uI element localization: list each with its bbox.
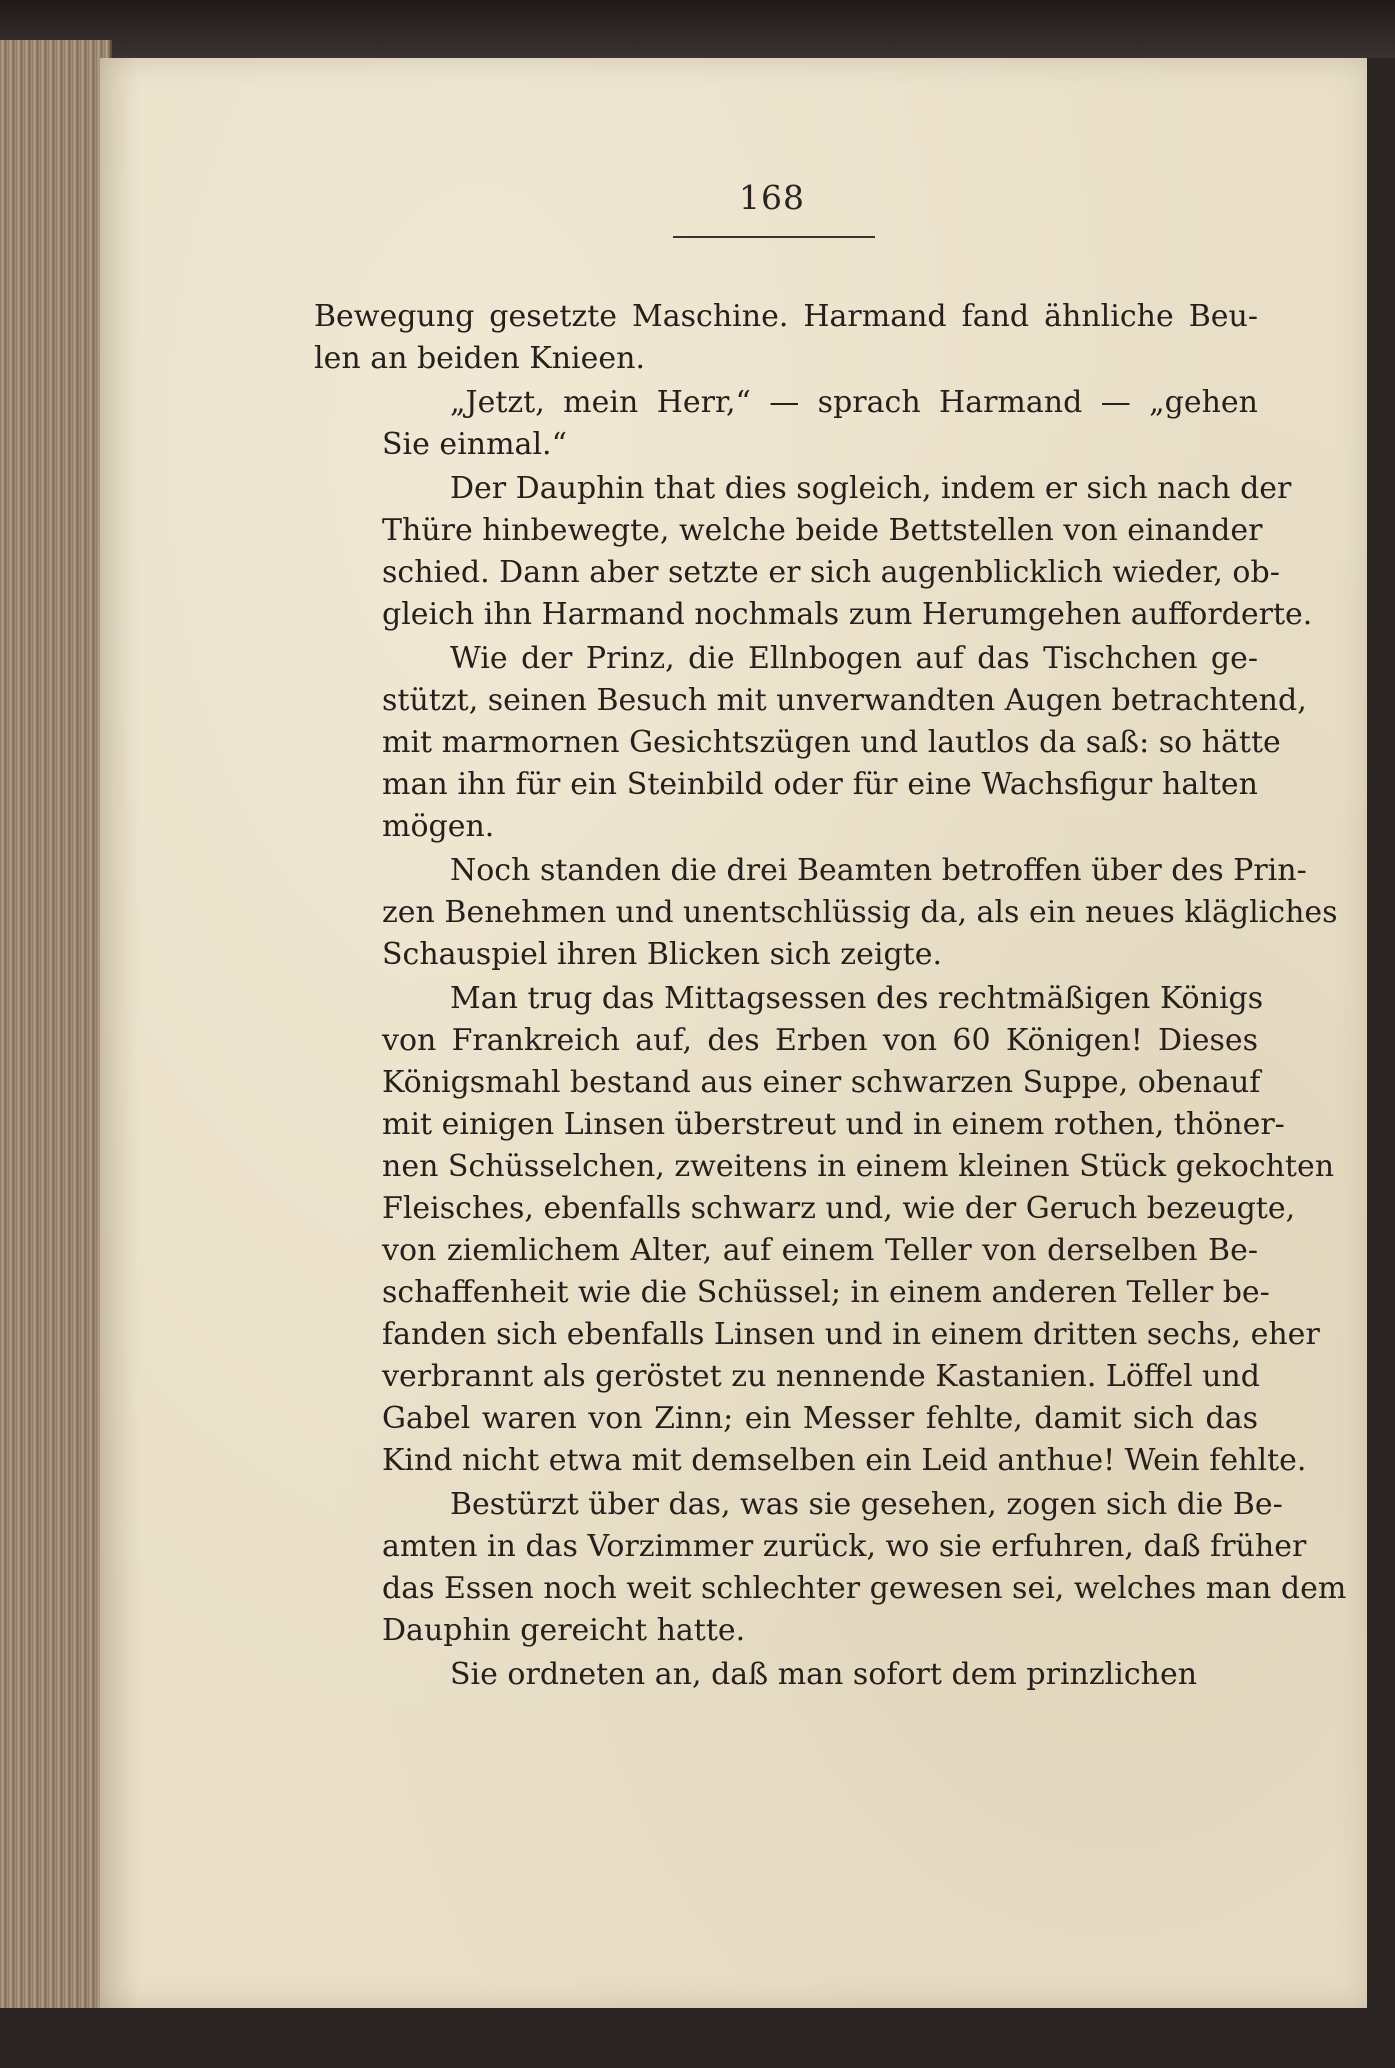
text-line: schied. Dann aber setzte er sich augenblicklich wieder, ob- bbox=[382, 555, 1280, 590]
body-text bbox=[314, 296, 1347, 1698]
text-line: len an beiden Knieen. bbox=[314, 341, 646, 376]
text-line: fanden sich ebenfalls Linsen und in einem dritten sechs, eher bbox=[382, 1317, 1320, 1352]
text-line: schaffenheit wie die Schüssel; in einem anderen Teller be- bbox=[382, 1275, 1270, 1310]
text-line: Dauphin gereicht hatte. bbox=[382, 1613, 746, 1648]
text-line: mit einigen Linsen überstreut und in einem rothen, thöner- bbox=[382, 1107, 1285, 1142]
text-line: Kind nicht etwa mit demselben ein Leid anthue! Wein fehlte. bbox=[382, 1443, 1307, 1478]
page-number-rule bbox=[673, 236, 875, 238]
page-stack-edge bbox=[0, 40, 112, 2030]
paragraph bbox=[314, 1654, 1258, 1696]
text-line: Sie einmal.“ bbox=[382, 427, 567, 462]
text-line: nen Schüsselchen, zweitens in einem kleinen Stück gekochten bbox=[382, 1149, 1335, 1184]
text-line: gleich ihn Harmand nochmals zum Herumgehen aufforderte. bbox=[382, 597, 1313, 632]
paragraph bbox=[314, 296, 1258, 380]
text-line: von Frankreich auf, des Erben von 60 Königen! Dieses bbox=[382, 1023, 1258, 1058]
paragraph bbox=[314, 638, 1307, 848]
text-line: Bewegung gesetzte Maschine. Harmand fand ähnliche Beu- bbox=[314, 299, 1258, 334]
paragraph bbox=[314, 468, 1313, 636]
text-line: mit marmornen Gesichtszügen und lautlos da saß: so hätte bbox=[382, 725, 1281, 760]
bottom-binding-shadow bbox=[0, 2008, 1395, 2068]
text-line: mögen. bbox=[382, 809, 495, 844]
paragraph bbox=[314, 1484, 1347, 1652]
text-line: „Jetzt, mein Herr,“ — sprach Harmand — „gehen bbox=[450, 385, 1258, 420]
text-line: Der Dauphin that dies sogleich, indem er sich nach der bbox=[450, 471, 1292, 506]
text-line: man ihn für ein Steinbild oder für eine Wachsfigur halten bbox=[382, 767, 1258, 802]
text-line: Sie ordneten an, daß man sofort dem prinzlichen bbox=[450, 1657, 1198, 1692]
text-line: Bestürzt über das, was sie gesehen, zogen sich die Be- bbox=[450, 1487, 1283, 1522]
text-line: Königsmahl bestand aus einer schwarzen Suppe, obenauf bbox=[382, 1065, 1261, 1100]
paragraph bbox=[314, 382, 1258, 466]
text-line: Wie der Prinz, die Ellnbogen auf das Tischchen ge- bbox=[450, 641, 1258, 676]
text-line: Gabel waren von Zinn; ein Messer fehlte, damit sich das bbox=[382, 1401, 1258, 1436]
text-line: Man trug das Mittagsessen des rechtmäßigen Königs bbox=[450, 981, 1264, 1016]
text-line: Noch standen die drei Beamten betroffen über des Prin- bbox=[450, 853, 1307, 888]
text-line: Schauspiel ihren Blicken sich zeigte. bbox=[382, 937, 943, 972]
top-binding-shadow bbox=[0, 0, 1395, 60]
right-binding-strip bbox=[1367, 58, 1395, 2008]
text-line: Thüre hinbewegte, welche beide Bettstellen von einander bbox=[382, 513, 1263, 548]
text-line: Fleisches, ebenfalls schwarz und, wie der Geruch bezeugte, bbox=[382, 1191, 1296, 1226]
text-line: das Essen noch weit schlechter gewesen sei, welches man dem bbox=[382, 1571, 1347, 1606]
text-line: stützt, seinen Besuch mit unverwandten Augen betrachtend, bbox=[382, 683, 1307, 718]
text-line: zen Benehmen und unentschlüssig da, als ein neues klägliches bbox=[382, 895, 1338, 930]
text-line: verbrannt als geröstet zu nennende Kastanien. Löffel und bbox=[382, 1359, 1260, 1394]
page-number: 168 bbox=[739, 178, 805, 217]
paragraph bbox=[314, 850, 1338, 976]
text-line: von ziemlichem Alter, auf einem Teller von derselben Be- bbox=[382, 1233, 1258, 1268]
text-line: amten in das Vorzimmer zurück, wo sie erfuhren, daß früher bbox=[382, 1529, 1307, 1564]
paragraph bbox=[314, 978, 1335, 1482]
